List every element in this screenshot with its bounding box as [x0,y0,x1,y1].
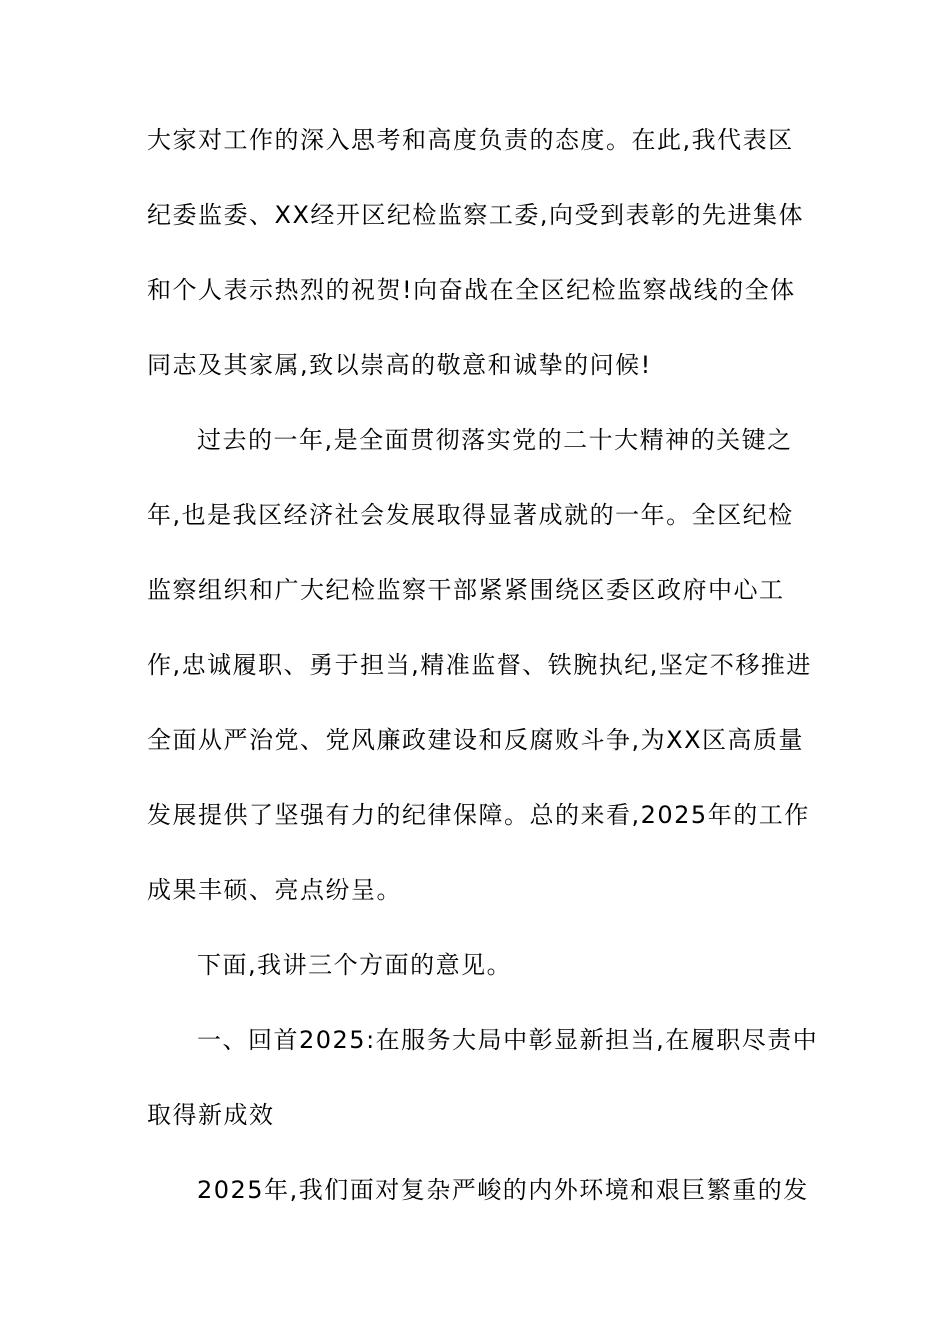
text-line: 发展提供了坚强有力的纪律保障。总的来看,2025年的工作 [147,801,810,829]
text-line: 全面从严治党、党风廉政建设和反腐败斗争,为XX区高质量 [147,726,805,754]
text-line: 监察组织和广大纪检监察干部紧紧围绕区委区政府中心工 [147,576,785,604]
text-line: 纪委监委、XX经开区纪检监察工委,向受到表彰的先进集体 [147,201,805,229]
section-heading-line: 取得新成效 [147,1101,275,1129]
text-line: 和个人表示热烈的祝贺!向奋战在全区纪检监察战线的全体 [147,276,796,304]
text-line: 年,也是我区经济社会发展取得显著成就的一年。全区纪检 [147,501,794,529]
paragraph-first-line: 过去的一年,是全面贯彻落实党的二十大精神的关键之 [197,426,793,454]
paragraph-first-line: 下面,我讲三个方面的意见。 [197,951,513,979]
text-line: 大家对工作的深入思考和高度负责的态度。在此,我代表区 [147,126,794,154]
text-line: 成果丰硕、亮点纷呈。 [147,876,402,904]
section-heading-line: 一、回首2025:在服务大局中彰显新担当,在履职尽责中 [197,1026,819,1054]
text-line: 同志及其家属,致以崇高的敬意和诚挚的问候! [147,351,652,379]
paragraph-first-line: 2025年,我们面对复杂严峻的内外环境和艰巨繁重的发 [197,1176,809,1204]
text-line: 作,忠诚履职、勇于担当,精准监督、铁腕执纪,坚定不移推进 [147,651,812,679]
